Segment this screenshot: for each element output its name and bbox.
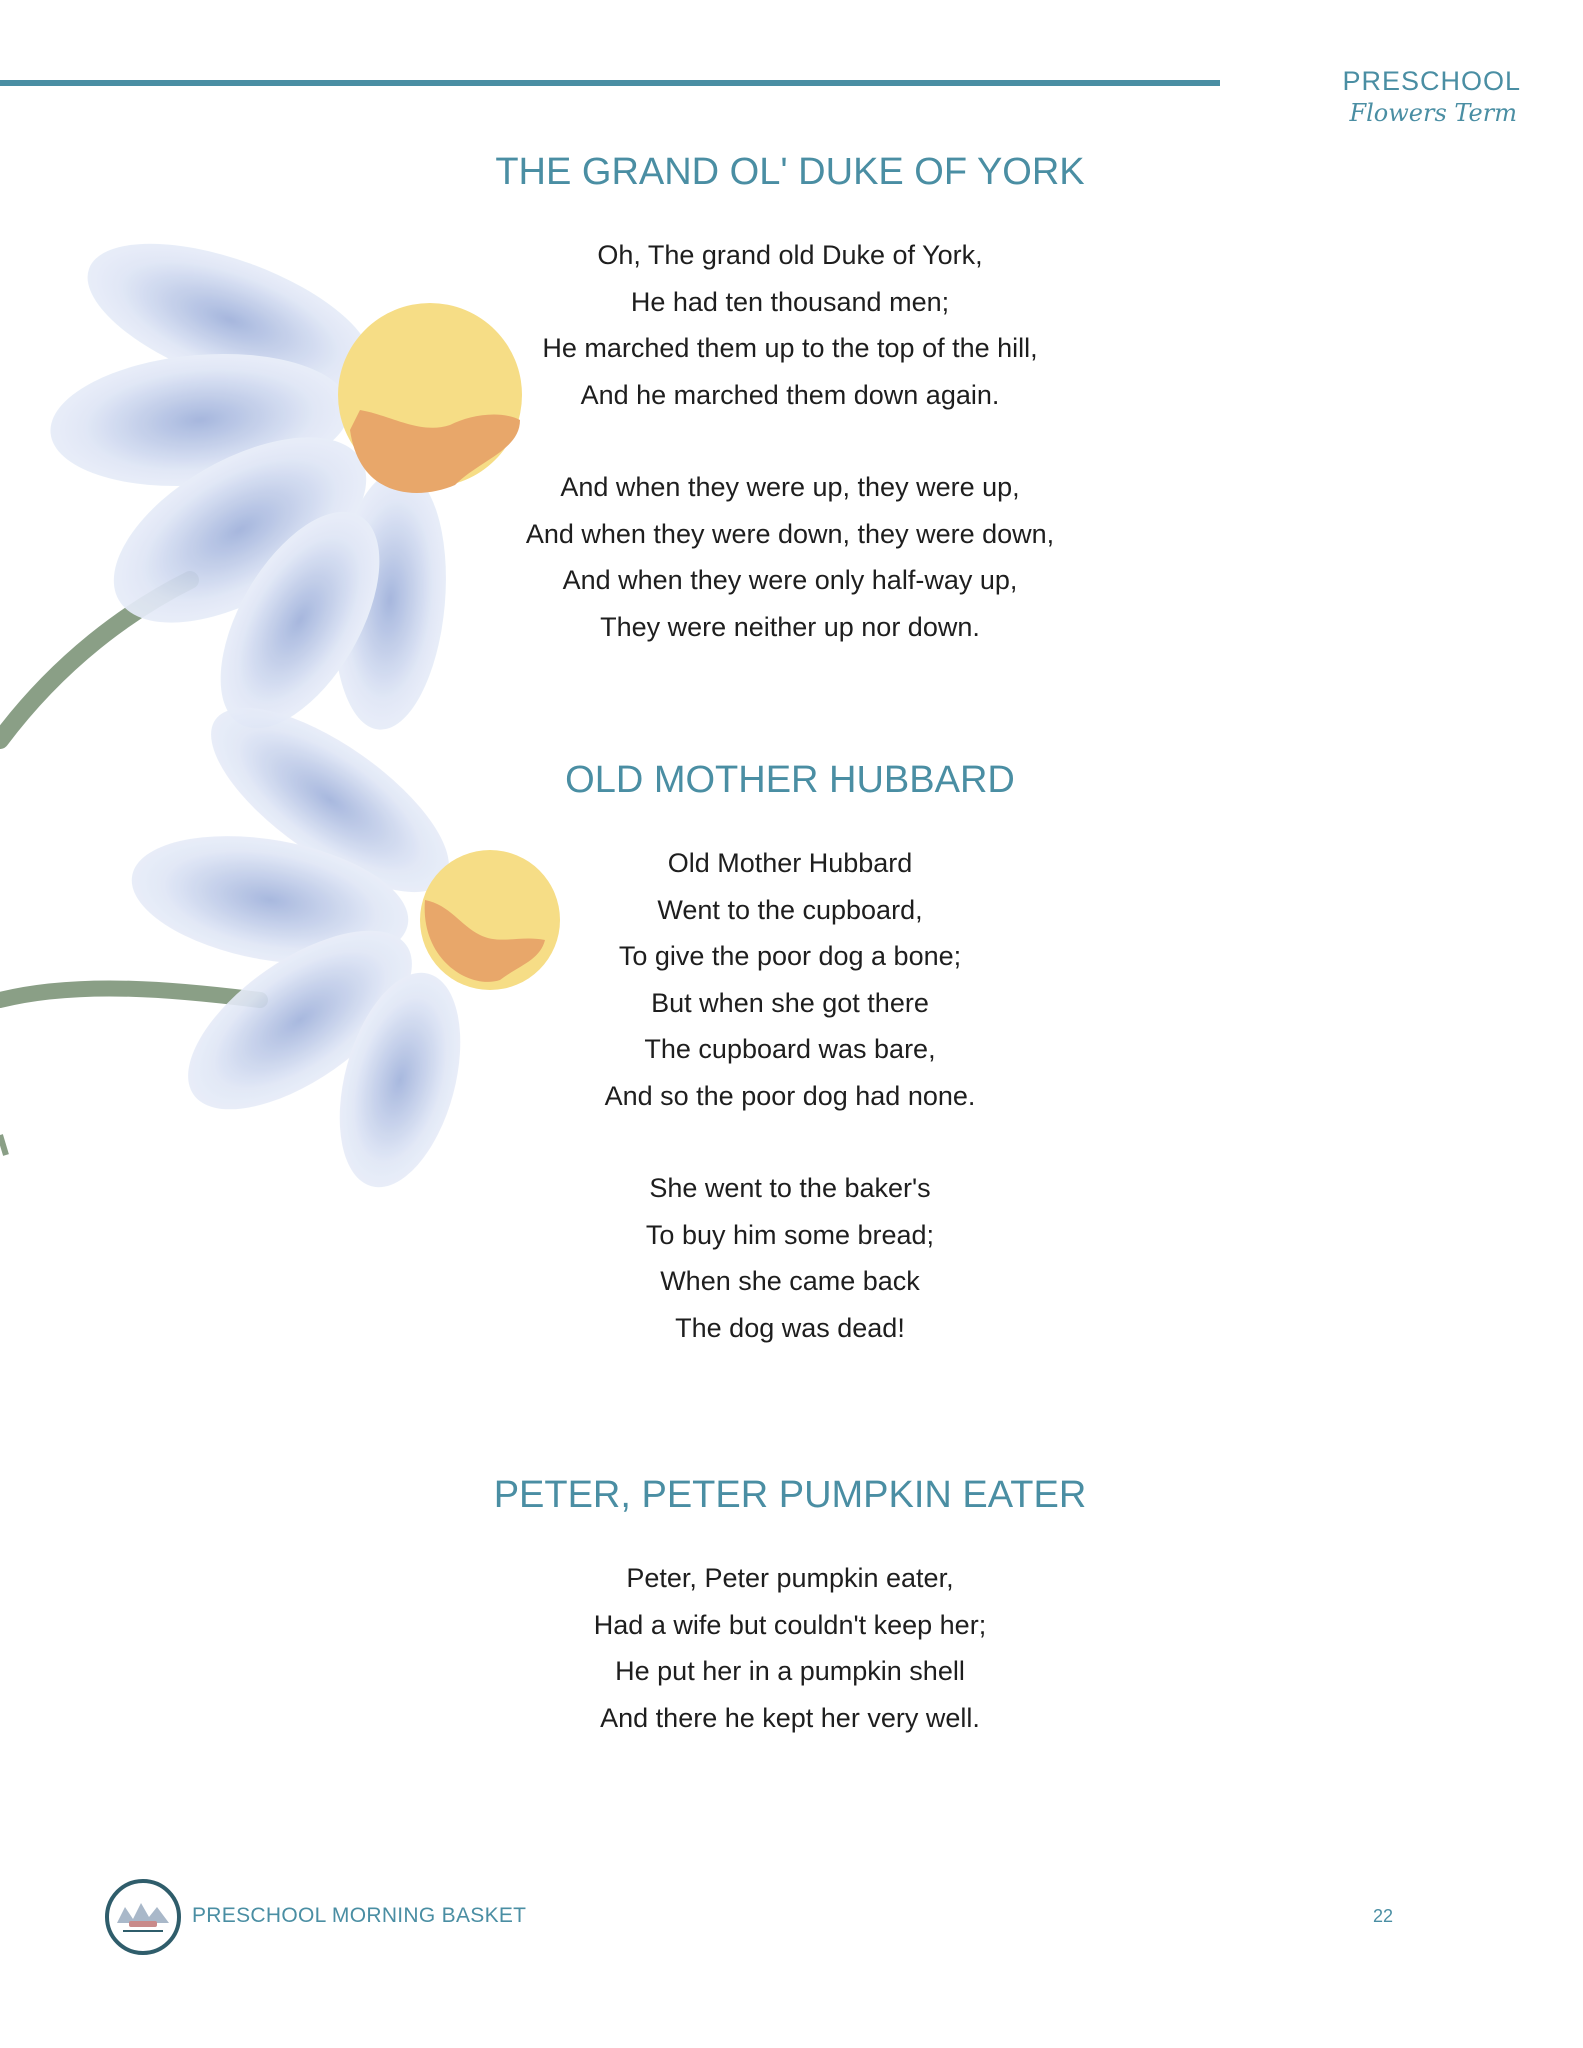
poem-line: And when they were only half-way up,: [562, 565, 1018, 595]
poem-line: Oh, The grand old Duke of York,: [597, 240, 983, 270]
stanza: [440, 840, 1140, 1119]
poem-title: PETER, PETER PUMPKIN EATER: [493, 1474, 1087, 1516]
poem-grand-duke-of-york: [440, 148, 1140, 650]
poem-title: THE GRAND OL' DUKE OF YORK: [495, 151, 1085, 193]
poems-column: [440, 148, 1140, 1741]
poem-line: When she came back: [660, 1266, 920, 1296]
poem-line: And when they were down, they were down,: [525, 518, 1055, 549]
header-rule: [0, 80, 1220, 86]
poem-line: And there he kept her very well.: [600, 1702, 980, 1733]
poem-line: And when they were up, they were up,: [560, 472, 1020, 502]
poem-line: She went to the baker's: [649, 1173, 931, 1203]
poem-old-mother-hubbard: [440, 756, 1140, 1351]
poem-line: The cupboard was bare,: [644, 1034, 936, 1064]
poem-line: He marched them up to the top of the hill,: [542, 333, 1038, 363]
stanza: [440, 1555, 1140, 1741]
poem-line: He had ten thousand men;: [630, 286, 950, 317]
stanza: [440, 1165, 1140, 1351]
poem-line: Had a wife but couldn't keep her;: [593, 1609, 987, 1640]
poem-line: And he marched them down again.: [580, 379, 1000, 410]
term-badge: [1342, 64, 1521, 128]
poem-line: They were neither up nor down.: [600, 611, 980, 642]
footer-title: PRESCHOOL MORNING BASKET: [192, 1904, 527, 1927]
poem-line: The dog was dead!: [675, 1312, 905, 1343]
poem-line: Went to the cupboard,: [657, 894, 923, 925]
level-label: PRESCHOOL: [1342, 66, 1521, 96]
poem-line: And so the poor dog had none.: [604, 1080, 976, 1111]
poem-peter-pumpkin-eater: [440, 1471, 1140, 1741]
poem-line: To give the poor dog a bone;: [618, 941, 962, 971]
stanza: [440, 232, 1140, 418]
poem-line: To buy him some bread;: [645, 1219, 935, 1250]
poem-line: Old Mother Hubbard: [667, 848, 913, 878]
logo-icon: [103, 1877, 183, 1957]
poem-title: OLD MOTHER HUBBARD: [565, 759, 1015, 801]
poem-line: But when she got there: [651, 987, 929, 1018]
stanza: [440, 464, 1140, 650]
poem-line: He put her in a pumpkin shell: [615, 1656, 965, 1686]
term-label: Flowers Term: [1349, 99, 1517, 127]
page-number: 22: [1372, 1906, 1393, 1926]
poem-line: Peter, Peter pumpkin eater,: [626, 1563, 954, 1593]
